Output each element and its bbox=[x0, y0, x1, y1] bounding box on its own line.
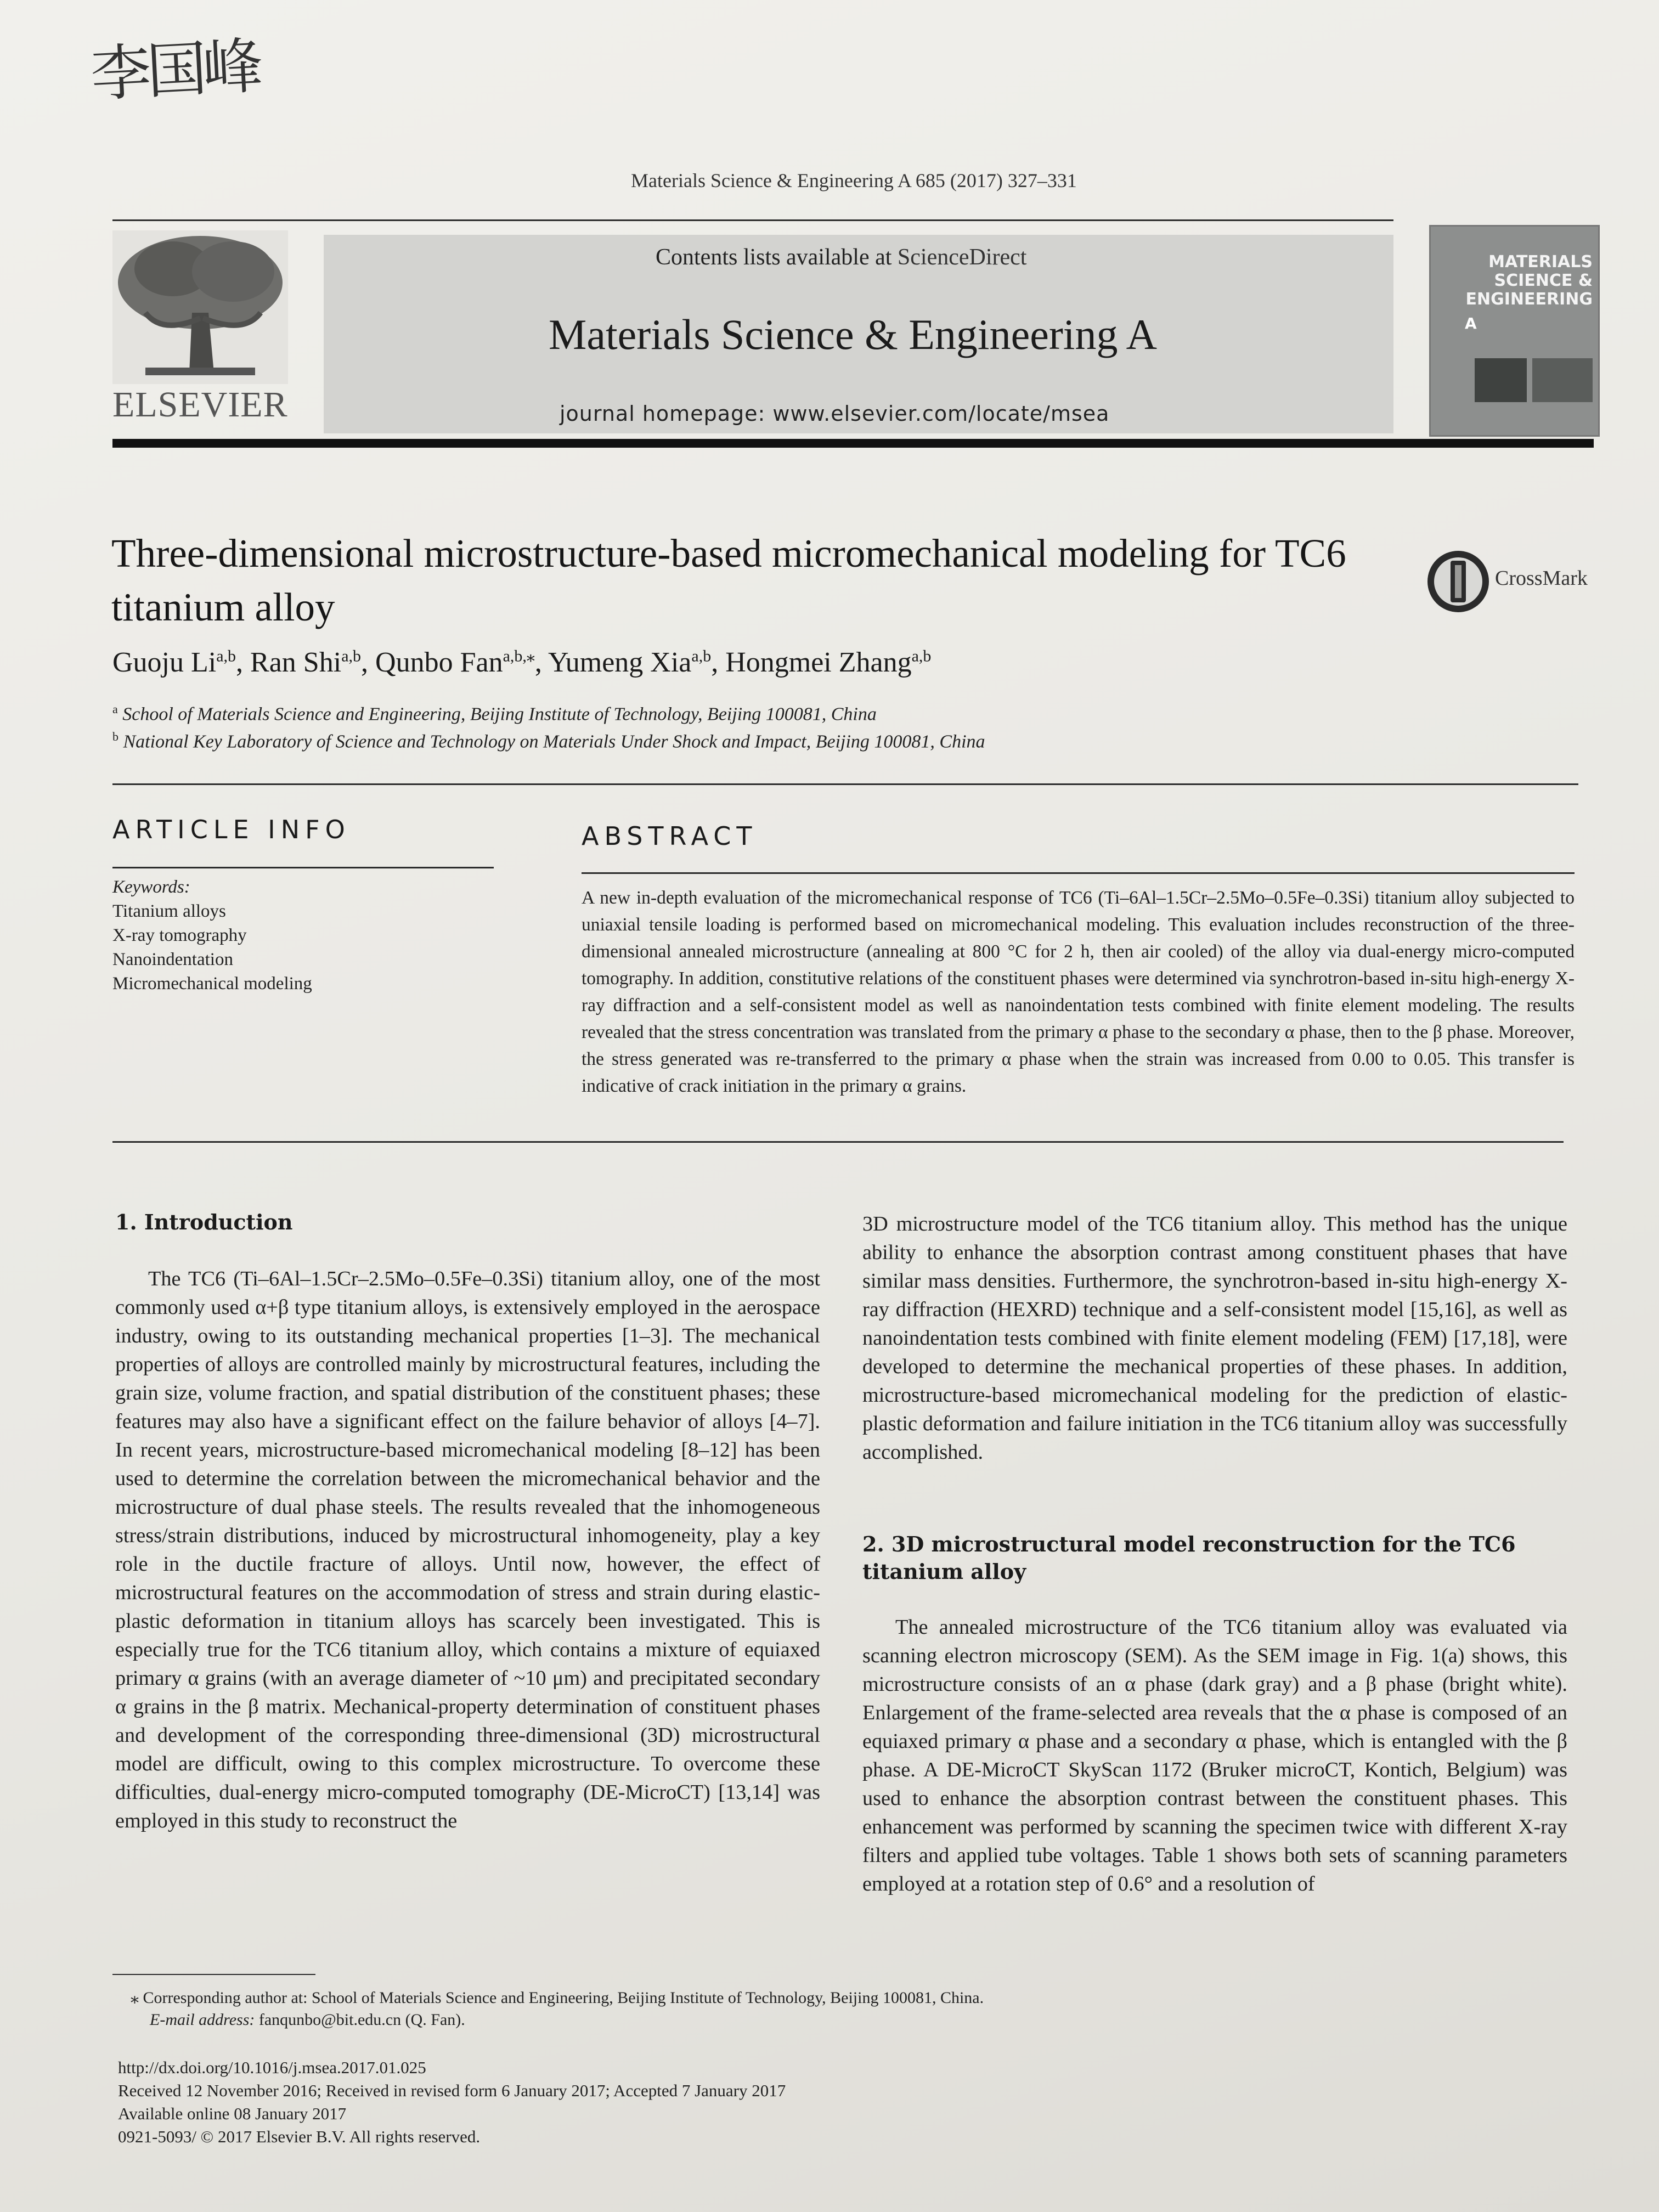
available-online: Available online 08 January 2017 bbox=[118, 2104, 347, 2123]
email-label: E-mail address: bbox=[150, 2011, 255, 2029]
publication-info bbox=[118, 2056, 786, 2148]
crossmark-icon[interactable] bbox=[1425, 549, 1491, 614]
keyword[interactable]: Micromechanical modeling bbox=[112, 974, 312, 994]
cover-image bbox=[1475, 358, 1527, 402]
abstract-text: A new in-depth evaluation of the micromechanical response of TC6 (Ti–6Al–1.5Cr–2.5Mo–0.5Fe–0.3Si) titanium alloy subjected to uniaxial tensile loading is performed based on micromechanical modeling. This evaluation includes reconstruction of the three-dimensional annealed microstructure (annealing at 800 °C for 2 h, then air cooled) of the alloy via dual-energy micro-computed tomography. In addition, constitutive relations of the constituent phases were determined via synchrotron-based in-situ high-energy X-ray diffraction and a self-consistent model as well as nanoindentation tests combined with finite element modeling. The results revealed that the stress concentration was translated from the primary α phase to the secondary α phase, then to the β phase. Moreover, the stress generated was re-transferred to the primary α phase when the strain was increased from 0.00 to 0.05. This transfer is indicative of crack initiation in the primary α grains. bbox=[582, 888, 1575, 1096]
keyword[interactable]: Nanoindentation bbox=[112, 950, 233, 969]
author[interactable]: Qunbo Fan$^{a,b,⁎}$ bbox=[375, 647, 535, 678]
journal-title: Materials Science & Engineering A bbox=[549, 311, 1157, 358]
homepage-link[interactable]: www.elsevier.com/locate/msea bbox=[772, 402, 1110, 426]
keywords-label: Keywords: bbox=[112, 877, 190, 897]
header-rule bbox=[112, 219, 1393, 221]
abstract-heading: ABSTRACT bbox=[582, 821, 758, 851]
author[interactable]: Ran Shi$^{a,b}$ bbox=[250, 647, 362, 678]
divider bbox=[112, 783, 1578, 785]
received-dates: Received 12 November 2016; Received in revised form 6 January 2017; Accepted 7 January 2017 bbox=[118, 2081, 786, 2100]
homepage-prefix: journal homepage: bbox=[560, 402, 773, 426]
section-heading: 1. Introduction bbox=[115, 1210, 293, 1234]
cover-letter: A bbox=[1465, 314, 1477, 332]
author[interactable]: Guoju Li$^{a,b}$ bbox=[112, 647, 236, 678]
cover-title: MATERIALS SCIENCE & ENGINEERING bbox=[1465, 252, 1593, 309]
corresponding-author: ⁎ Corresponding author at: School of Materials Science and Engineering, Beijing Institute of Technology, Beijing 100081, China. bbox=[131, 1989, 984, 2007]
divider bbox=[112, 867, 494, 868]
divider bbox=[112, 1141, 1564, 1143]
keyword[interactable]: X-ray tomography bbox=[112, 926, 247, 945]
affiliation: $^a$ School of Materials Science and Engineering, Beijing Institute of Technology, Beijing 100081, China bbox=[112, 702, 877, 725]
email-link[interactable]: fanqunbo@bit.edu.cn (Q. Fan). bbox=[258, 2011, 465, 2029]
handwritten-annotation: 李国峰 bbox=[89, 31, 261, 110]
keyword[interactable]: Titanium alloys bbox=[112, 901, 226, 921]
journal-cover-thumbnail bbox=[1429, 225, 1600, 437]
elsevier-wordmark: ELSEVIER bbox=[112, 385, 288, 425]
section-heading: 2. 3D microstructural model reconstruction for the TC6 titanium alloy bbox=[862, 1532, 1516, 1584]
cover-image bbox=[1532, 358, 1593, 402]
keywords-block bbox=[112, 875, 312, 996]
crossmark-label[interactable]: CrossMark bbox=[1495, 567, 1588, 590]
footnote-rule bbox=[112, 1974, 315, 1975]
journal-citation: Materials Science & Engineering A 685 (2017) 327–331 bbox=[631, 170, 1077, 191]
article-title: Three-dimensional microstructure-based micromechanical modeling for TC6 titanium alloy bbox=[111, 531, 1346, 629]
corresponding-author-footnote bbox=[131, 1987, 984, 2031]
masthead-rule bbox=[112, 439, 1594, 448]
body-paragraph: The annealed microstructure of the TC6 titanium alloy was evaluated via scanning electron microscopy (SEM). As the SEM image in Fig. 1(a) shows, this microstructure consists of an α phase (dark gray) and a β phase (bright white). Enlargement of the frame-selected area reveals that the α phase is composed of an equiaxed primary α phase and a secondary α phase, which is entangled with the β phase. A DE-MicroCT SkyScan 1172 (Bruker microCT, Kontich, Belgium) was used to enhance the absorption contrast between the constituent phases. This enhancement was performed by scanning the specimen twice with different X-ray filters and applied tube voltages. Table 1 shows both sets of scanning parameters employed at a rotation step of 0.6° and a resolution of bbox=[862, 1616, 1567, 1895]
doi-link[interactable]: http://dx.doi.org/10.1016/j.msea.2017.01.025 bbox=[118, 2058, 426, 2077]
divider bbox=[582, 872, 1575, 874]
author-list: Guoju Li$^{a,b}$, Ran Shi$^{a,b}$, Qunbo Fan$^{a,b,⁎}$, Yumeng Xia$^{a,b}$, Hongmei Zhang$^{a,b}$ bbox=[112, 647, 932, 678]
contents-prefix: Contents lists available at bbox=[656, 245, 898, 270]
contents-line bbox=[656, 244, 1026, 270]
sciencedirect-link[interactable]: ScienceDirect bbox=[897, 245, 1027, 270]
author[interactable]: Yumeng Xia$^{a,b}$ bbox=[548, 647, 712, 678]
author[interactable]: Hongmei Zhang$^{a,b}$ bbox=[725, 647, 932, 678]
body-paragraph: 3D microstructure model of the TC6 titanium alloy. This method has the unique ability to enhance the absorption contrast among constituent phases that have similar mass densities. Furthermore, the synchrotron-based in-situ high-energy X-ray diffraction (HEXRD) technique and a self-consistent model [15,16], as well as nanoindentation tests combined with finite element modeling (FEM) [17,18], were developed to determine the mechanical properties of these phases. In addition, microstructure-based micromechanical modeling for the prediction of elastic-plastic deformation and failure initiation in the TC6 titanium alloy was successfully accomplished. bbox=[862, 1212, 1567, 1464]
body-paragraph: The TC6 (Ti–6Al–1.5Cr–2.5Mo–0.5Fe–0.3Si) titanium alloy, one of the most commonly used α+β type titanium alloys, is extensively employed in the aerospace industry, owing to its outstanding mechanical properties [1–3]. The mechanical properties of alloys are controlled mainly by microstructural features, including the grain size, volume fraction, and spatial distribution of the constituent phases; these features may also have a significant effect on the failure behavior of alloys [4–7]. In recent years, microstructure-based micromechanical modeling [8–12] has been used to determine the correlation between the micromechanical behavior and the microstructure of dual phase steels. The results revealed that the inhomogeneous stress/strain distributions, induced by microstructural inhomogeneity, play a key role in the ductile fracture of alloys. Until now, however, the effect of microstructural features on the accommodation of stress and strain during elastic-plastic deformation in titanium alloys has scarcely been investigated. This is especially true for the TC6 titanium alloy, which contains a mixture of equiaxed primary α grains (with an average diameter of ~10 μm) and precipitated secondary α grains in the β matrix. Mechanical-property determination of constituent phases and development of the corresponding three-dimensional (3D) microstructural model are difficult, owing to this complex microstructure. To overcome these difficulties, dual-energy micro-computed tomography (DE-MicroCT) [13,14] was employed in this study to reconstruct the bbox=[115, 1267, 820, 1832]
copyright: 0921-5093/ © 2017 Elsevier B.V. All rights reserved. bbox=[118, 2127, 481, 2146]
article-info-heading: ARTICLE INFO bbox=[112, 815, 351, 844]
journal-homepage bbox=[560, 402, 1109, 426]
affiliation: $^b$ National Key Laboratory of Science and Technology on Materials Under Shock and Impact, Beijing 100081, China bbox=[112, 730, 985, 752]
